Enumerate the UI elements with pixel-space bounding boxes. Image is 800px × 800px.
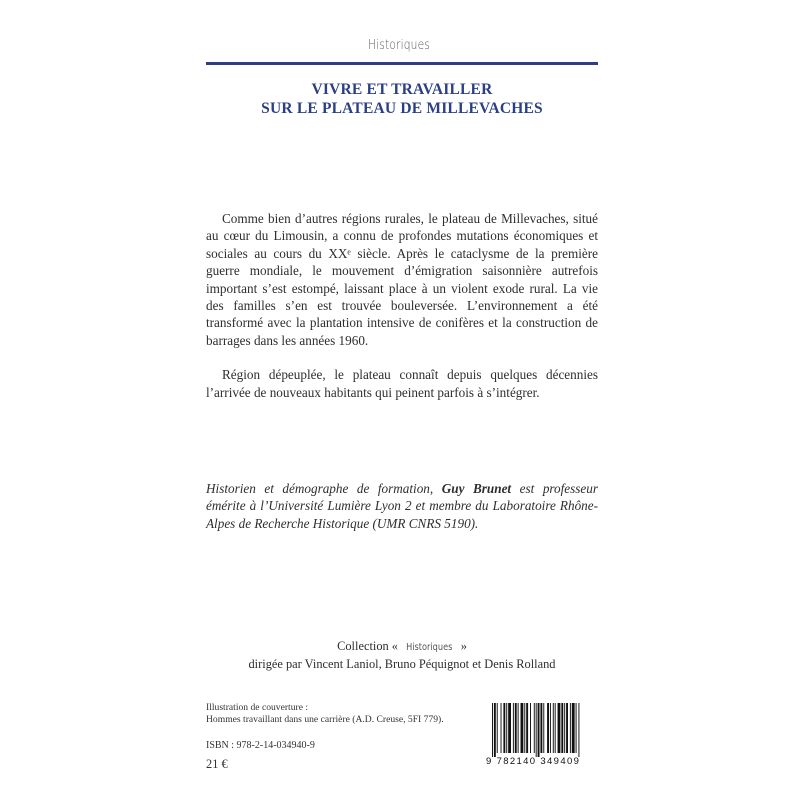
collection-prefix: Collection « bbox=[337, 639, 402, 653]
collection-info bbox=[206, 638, 598, 673]
barcode-bar bbox=[518, 703, 519, 753]
summary bbox=[206, 210, 598, 401]
barcode-bar bbox=[558, 703, 561, 753]
author-bio-intro: Historien et démographe de formation, bbox=[206, 481, 442, 496]
summary-paragraph-1: Comme bien d’autres régions rurales, le plateau de Millevaches, situé au cœur du Limousin, a connu de profondes mutations économiques et sociales au cours du XXᵉ siècle. Après le cataclysme de la première guerre mondiale, le mouvement d’émigration saisonnière autrefois important s’est estompé, laissant place à un violent exode rural. La vie des familles s’en est trouvée bouleversée. L’environnement a été transformé avec la plantation intensive de conifères et la construction de barrages dans les années 1960. bbox=[206, 211, 598, 348]
barcode-bar bbox=[534, 703, 535, 753]
top-rule bbox=[206, 62, 598, 65]
cover-credit-text: Hommes travaillant dans une carrière (A.D. Creuse, 5FI 779). bbox=[206, 713, 444, 725]
barcode-bar bbox=[538, 703, 540, 757]
cover-credit-label: Illustration de couverture : bbox=[206, 702, 309, 713]
isbn: ISBN : 978-2-14-034940-9 bbox=[206, 740, 315, 751]
barcode-bar bbox=[576, 703, 577, 753]
barcode-bar bbox=[566, 703, 568, 753]
barcode-bar bbox=[492, 703, 493, 757]
barcode-digits: 9 782140 349409 bbox=[486, 756, 581, 767]
barcode-bars bbox=[486, 701, 598, 757]
collection-directors: dirigée par Vincent Laniol, Bruno Péquignot et Denis Rolland bbox=[248, 657, 556, 671]
barcode-bar bbox=[506, 703, 507, 753]
cover-credit bbox=[206, 702, 476, 725]
barcode-bar bbox=[501, 703, 502, 753]
barcode-bar bbox=[564, 703, 565, 753]
barcode-bar bbox=[540, 703, 542, 753]
barcode-bar bbox=[494, 703, 496, 757]
barcode-bar bbox=[530, 703, 531, 753]
book-title-line-1: VIVRE ET TRAVAILLER bbox=[311, 81, 493, 98]
barcode-bar bbox=[524, 703, 525, 753]
barcode-bar bbox=[561, 703, 563, 753]
barcode-bar bbox=[521, 703, 524, 753]
author-bio bbox=[206, 480, 598, 532]
book-title bbox=[206, 80, 598, 118]
barcode-bar bbox=[547, 703, 549, 753]
book-title-line-2: SUR LE PLATEAU DE MILLEVACHES bbox=[261, 100, 543, 117]
barcode-bar bbox=[503, 703, 505, 753]
author-name: Guy Brunet bbox=[441, 481, 512, 496]
collection-suffix: » bbox=[457, 639, 467, 653]
barcode-bar bbox=[515, 703, 517, 753]
barcode-bar bbox=[526, 703, 528, 753]
barcode-bar bbox=[536, 703, 537, 757]
barcode-bar bbox=[555, 703, 556, 753]
barcode-bar bbox=[543, 703, 544, 753]
barcode-bar bbox=[497, 703, 498, 753]
collection-line bbox=[206, 638, 598, 656]
price: 21 € bbox=[206, 757, 228, 771]
barcode-bar bbox=[570, 703, 571, 753]
barcode-bar bbox=[513, 703, 514, 753]
barcode-bar bbox=[508, 703, 511, 753]
series-logo: Historiques bbox=[368, 38, 431, 53]
collection-logo: Historiques bbox=[406, 642, 453, 653]
barcode-bar bbox=[553, 703, 554, 753]
author-bio-rest: est professeur émérite à l’Université Lumière Lyon 2 et membre du Laboratoire Rhône-Alpes de Recherche Historique (UMR CNRS 5190). bbox=[206, 481, 599, 531]
barcode-bar bbox=[550, 703, 551, 753]
barcode-bar bbox=[572, 703, 575, 753]
summary-paragraph-2: Région dépeuplée, le plateau connaît depuis quelques décennies l’arrivée de nouveaux habitants qui peinent parfois à s’intégrer. bbox=[206, 367, 598, 400]
barcode-bar bbox=[578, 703, 579, 757]
